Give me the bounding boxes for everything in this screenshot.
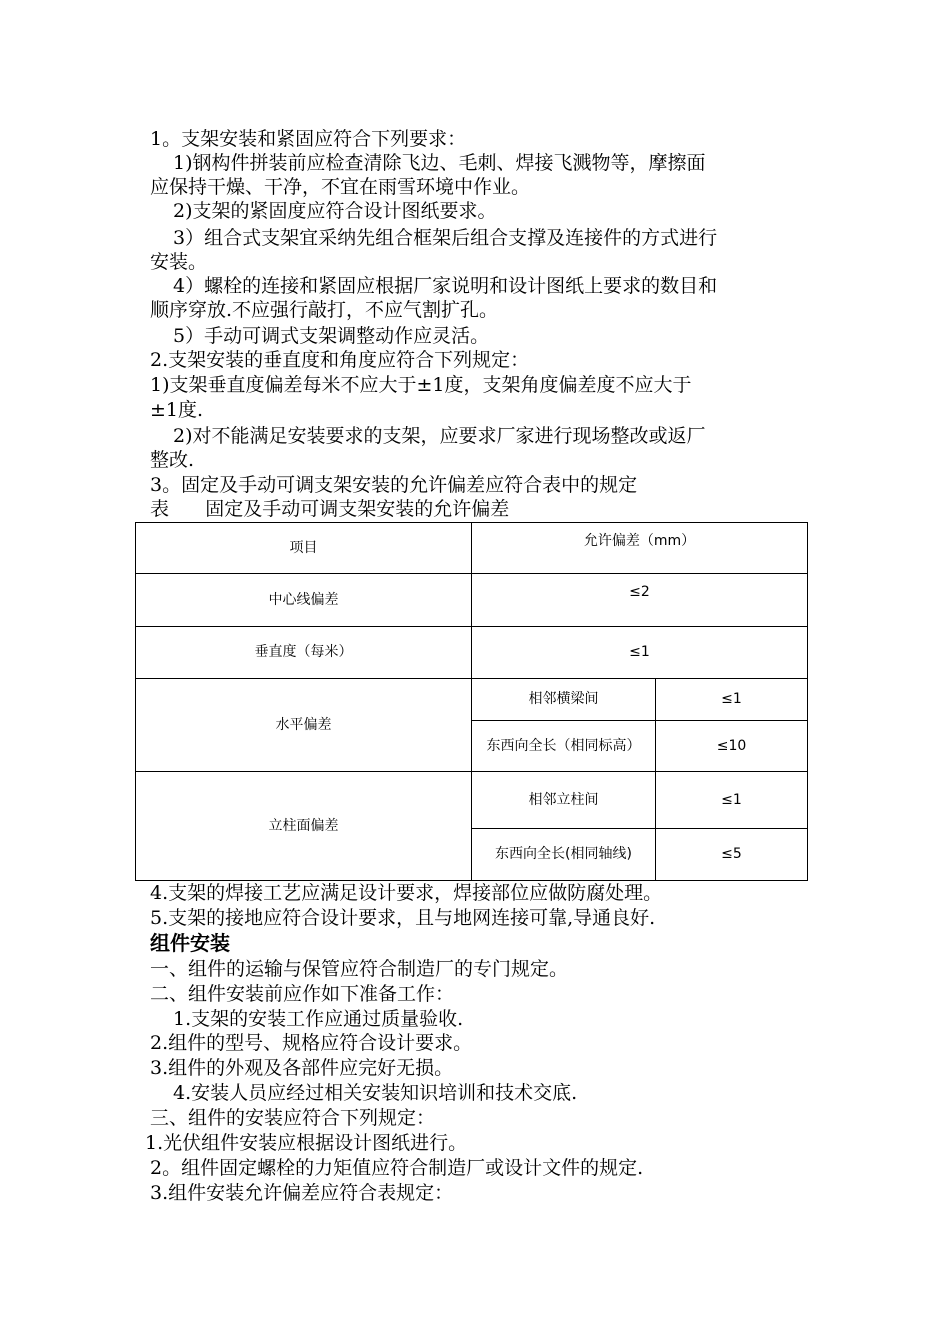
tolerance-table [135, 522, 808, 881]
table-row [136, 574, 808, 627]
text-line: 2。组件固定螺栓的力矩值应符合制造厂或设计文件的规定. [150, 1157, 644, 1179]
table-row [136, 523, 808, 574]
sub-value: ≤10 [656, 721, 808, 772]
text-line: 4.支架的焊接工艺应满足设计要求，焊接部位应做防腐处理。 [150, 882, 663, 904]
table-row [136, 627, 808, 679]
header-tolerance: 允许偏差（mm） [472, 523, 808, 574]
section-heading: 组件安装 [150, 931, 230, 955]
sub-label: 东西向全长（相同标高） [472, 721, 656, 772]
text-line: 三、组件的安装应符合下列规定： [150, 1107, 436, 1129]
text-line: 4.安装人员应经过相关安装知识培训和技术交底. [173, 1082, 578, 1104]
row-label: 垂直度（每米） [136, 627, 472, 679]
text-line: 5.支架的接地应符合设计要求，且与地网连接可靠,导通良好. [150, 907, 656, 929]
text-line: 1)钢构件拼装前应检查清除飞边、毛刺、焊接飞溅物等，摩擦面 [173, 152, 706, 174]
row-label: 水平偏差 [136, 679, 472, 772]
text-line: 一、组件的运输与保管应符合制造厂的专门规定。 [150, 958, 569, 980]
sub-value: ≤5 [656, 829, 808, 881]
text-line: 顺序穿放.不应强行敲打，不应气割扩孔。 [150, 299, 499, 321]
text-line: 3。固定及手动可调支架安装的允许偏差应符合表中的规定 [150, 474, 638, 496]
text-line: 安装。 [150, 251, 208, 273]
sub-label: 相邻立柱间 [472, 772, 656, 829]
text-line: 3.组件安装允许偏差应符合表规定： [150, 1182, 454, 1204]
row-label: 立柱面偏差 [136, 772, 472, 881]
text-line: 2)对不能满足安装要求的支架，应要求厂家进行现场整改或返厂 [173, 425, 706, 447]
table-row [136, 772, 808, 829]
text-line: 5）手动可调式支架调整动作应灵活。 [173, 325, 490, 347]
text-line: ±1度. [150, 399, 204, 421]
text-line: 应保持干燥、干净，不宜在雨雪环境中作业。 [150, 176, 531, 198]
text-line: 1)支架垂直度偏差每米不应大于±1度，支架角度偏差度不应大于 [150, 374, 692, 396]
text-line: 1.支架的安装工作应通过质量验收. [173, 1008, 464, 1030]
table-caption: 表 固定及手动可调支架安装的允许偏差 [150, 498, 510, 520]
text-line: 3）组合式支架宜采纳先组合框架后组合支撑及连接件的方式进行 [173, 227, 718, 249]
table-row [136, 679, 808, 721]
text-line: 1.光伏组件安装应根据设计图纸进行。 [145, 1132, 468, 1154]
text-line: 2.组件的型号、规格应符合设计要求。 [150, 1032, 473, 1054]
text-line: 2)支架的紧固度应符合设计图纸要求。 [173, 200, 497, 222]
sub-label: 东西向全长(相同轴线) [472, 829, 656, 881]
text-line: 3.组件的外观及各部件应完好无损。 [150, 1057, 454, 1079]
sub-value: ≤1 [656, 772, 808, 829]
row-value: ≤1 [472, 627, 808, 679]
text-line: 2.支架安装的垂直度和角度应符合下列规定： [150, 349, 530, 371]
sub-label: 相邻横梁间 [472, 679, 656, 721]
text-line: 整改. [150, 449, 195, 471]
text-line: 4）螺栓的连接和紧固应根据厂家说明和设计图纸上要求的数目和 [173, 275, 718, 297]
header-item: 项目 [136, 523, 472, 574]
text-line: 二、组件安装前应作如下准备工作： [150, 983, 455, 1005]
row-value: ≤2 [472, 574, 808, 627]
text-line: 1。支架安装和紧固应符合下列要求： [150, 128, 467, 150]
sub-value: ≤1 [656, 679, 808, 721]
row-label: 中心线偏差 [136, 574, 472, 627]
